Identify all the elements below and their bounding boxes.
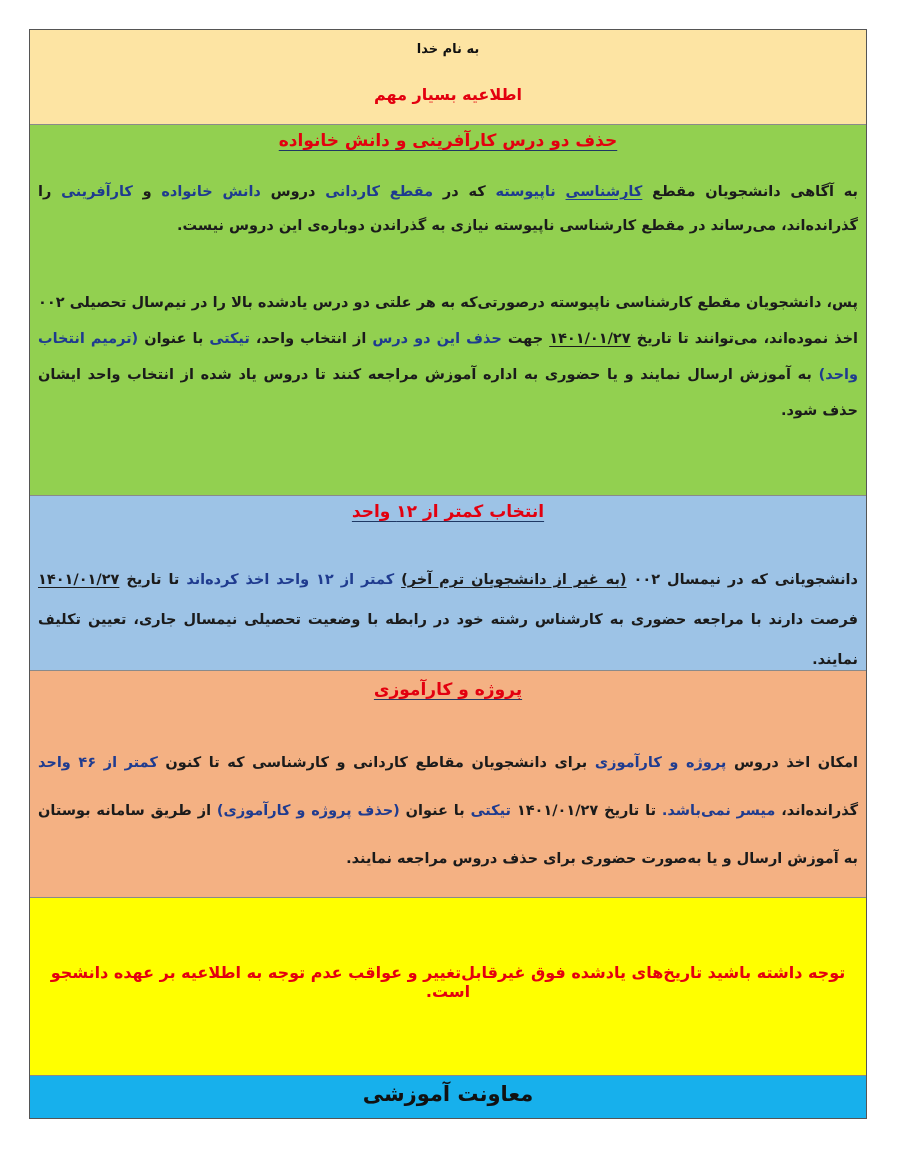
date-text: ۱۴۰۱/۰۱/۲۷ bbox=[549, 331, 631, 347]
announcement-title: اطلاعیه بسیار مهم bbox=[373, 85, 523, 104]
text-run: با عنوان bbox=[138, 331, 210, 347]
section-heading bbox=[30, 502, 866, 522]
text-run: از طریق سامانه بوستان به آموزش ارسال و یا به‌صورت حضوری برای حذف دروس مراجعه نمایند. bbox=[38, 803, 858, 867]
text-run-highlight: پروژه و کارآموزی bbox=[594, 755, 727, 771]
text-run-highlight: حذف bbox=[466, 331, 502, 347]
text-run: امکان اخذ دروس bbox=[726, 755, 859, 771]
text-run-highlight: کارشناسی bbox=[565, 184, 643, 200]
text-run: از انتخاب واحد، bbox=[249, 331, 373, 347]
section-heading-text: پروژه و کارآموزی bbox=[373, 680, 523, 700]
text-run: که در bbox=[433, 184, 496, 200]
section-under-12-units bbox=[30, 496, 866, 671]
text-run: دروس bbox=[260, 184, 326, 200]
text-run: دانشجویانی که در نیمسال ۰۰۲ bbox=[626, 572, 858, 588]
text-run-highlight: کمتر از ۴۶ واحد bbox=[38, 755, 158, 771]
warning-section bbox=[30, 898, 866, 1076]
text-run: برای دانشجویان مقاطع کاردانی و کارشناسی که تا کنون bbox=[157, 755, 595, 771]
bismillah-text: به نام خدا bbox=[416, 42, 480, 57]
section-heading bbox=[30, 131, 866, 151]
text-run-highlight: تیکتی bbox=[209, 331, 250, 347]
header-section bbox=[30, 30, 866, 125]
text-run-highlight: دانش خانواده bbox=[161, 184, 261, 200]
text-run-highlight: مقطع کاردانی bbox=[325, 184, 434, 200]
section-remove-courses bbox=[30, 125, 866, 496]
text-run-highlight: تیکتی bbox=[470, 803, 511, 819]
paragraph bbox=[38, 285, 858, 429]
text-run bbox=[556, 184, 566, 200]
text-run: پس، دانشجویان مقطع کارشناسی ناپیوسته درصورتی‌که به هر علتی دو درس یادشده بالا را در نیم‌سال تحصیلی ۰۰۲ اخذ نموده‌اند، می‌توانند تا تاریخ bbox=[38, 295, 858, 347]
announcement-sheet bbox=[29, 29, 867, 1119]
section-heading-text: انتخاب کمتر از ۱۲ واحد bbox=[351, 502, 545, 522]
text-run: گذرانده‌اند، bbox=[775, 803, 859, 819]
text-run: جهت bbox=[501, 331, 550, 347]
paragraph bbox=[38, 175, 858, 243]
text-run: با عنوان bbox=[399, 803, 471, 819]
text-run: به آموزش ارسال نمایند و یا حضوری به اداره آموزش مراجعه کنند تا دروس یاد شده از انتخاب واحد ایشان حذف شود. bbox=[38, 367, 858, 419]
date-text: ۱۴۰۱/۰۱/۲۷ bbox=[38, 572, 120, 588]
text-run: و bbox=[132, 184, 162, 200]
text-run-highlight: (حذف پروژه و کارآموزی) bbox=[216, 803, 400, 819]
section-heading bbox=[30, 680, 866, 700]
section-heading-text: حذف دو درس کارآفرینی و دانش خانواده bbox=[278, 131, 618, 151]
footer-section bbox=[30, 1076, 866, 1118]
text-run-highlight: میسر نمی‌باشد. bbox=[661, 803, 776, 819]
text-run-highlight: ناپیوسته bbox=[495, 184, 556, 200]
signature-text: معاونت آموزشی bbox=[362, 1082, 534, 1106]
text-run-highlight: این دو درس bbox=[372, 331, 461, 347]
text-run-underlined: (به غیر از دانشجویان ترم آخر) bbox=[401, 572, 627, 588]
warning-text: توجه داشته باشید تاریخ‌های یادشده فوق غیرقابل‌تغییر و عواقب عدم توجه به اطلاعیه بر عهده دانشجو است. bbox=[50, 963, 846, 1001]
text-run-highlight: کمتر از ۱۲ واحد اخذ کرده‌اند bbox=[186, 572, 395, 588]
text-run: را گذرانده‌اند، می‌رساند در مقطع کارشناسی ناپیوسته نیازی به گذراندن دوباره‌ی این دروس نیست. bbox=[38, 184, 858, 234]
text-run: فرصت دارند با مراجعه حضوری به کارشناس رشته خود در رابطه با وضعیت تحصیلی نیمسال جاری، تعیین تکلیف نمایند. bbox=[38, 612, 858, 668]
text-run: تا تاریخ ۱۴۰۱/۰۱/۲۷ bbox=[510, 803, 662, 819]
paragraph bbox=[38, 560, 858, 680]
text-run: به آگاهی دانشجویان مقطع bbox=[642, 184, 858, 200]
text-run-highlight: (ترمیم انتخاب واحد) bbox=[38, 331, 858, 383]
section-project-internship bbox=[30, 671, 866, 898]
text-run: تا تاریخ bbox=[119, 572, 187, 588]
text-run-highlight: کارآفرینی bbox=[61, 184, 133, 200]
paragraph bbox=[38, 739, 858, 883]
